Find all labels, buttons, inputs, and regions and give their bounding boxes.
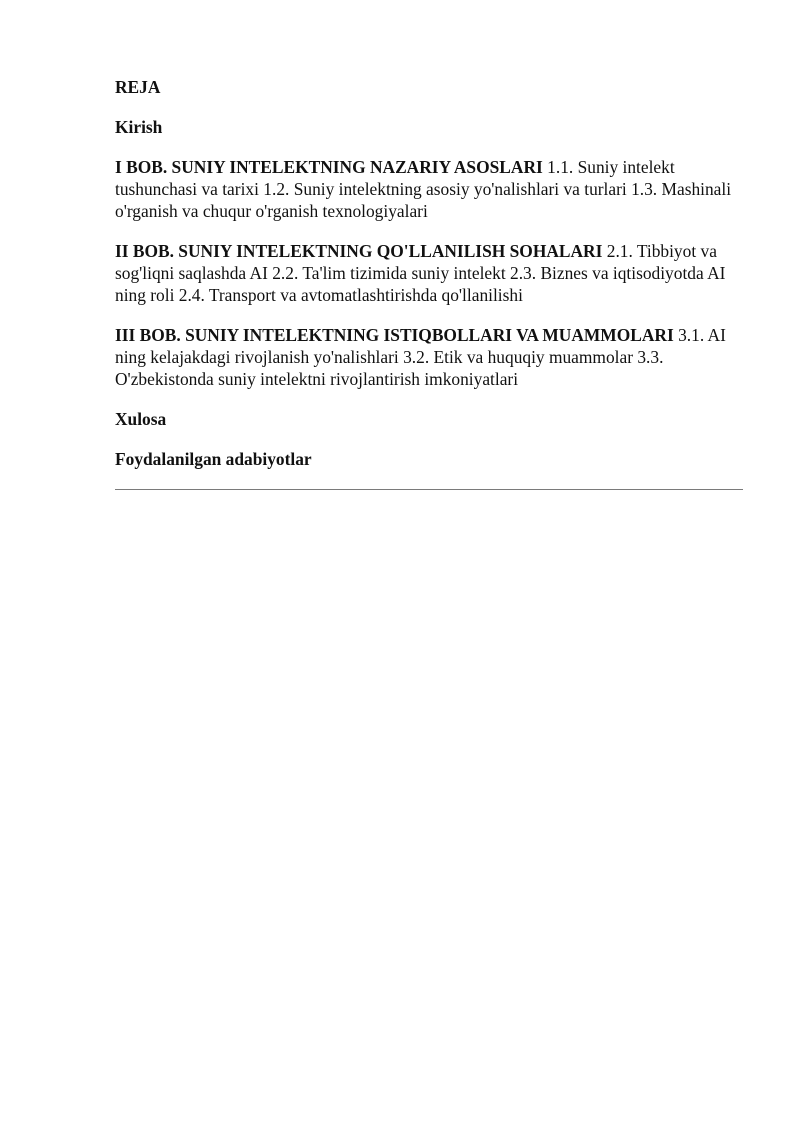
chapter-2-heading: II BOB. SUNIY INTELEKTNING QO'LLANILISH SOHALARI [115, 241, 603, 261]
chapter-1-heading: I BOB. SUNIY INTELEKTNING NAZARIY ASOSLARI [115, 157, 543, 177]
chapter-2 [115, 240, 743, 306]
intro-heading: Kirish [115, 117, 163, 137]
references-heading: Foydalanilgan adabiyotlar [115, 449, 312, 469]
horizontal-divider [115, 489, 743, 490]
document-body [115, 76, 743, 488]
chapter-3 [115, 324, 743, 390]
chapter-1-sections: 1.1. Suniy intelekt tushunchasi va tarixi 1.2. Suniy intelektning asosiy yo'nalishlari va turlari 1.3. Mashinali o'rganish va chuqur o'rganish texnologiyalari [115, 157, 732, 221]
chapter-3-sections: 3.1. AI ning kelajakdagi rivojlanish yo'nalishlari 3.2. Etik va huquqiy muammolar 3.3. O'zbekistonda suniy intelektni rivojlantirish imkoniyatlari [115, 325, 726, 389]
chapter-3-heading: III BOB. SUNIY INTELEKTNING ISTIQBOLLARI VA MUAMMOLARI [115, 325, 674, 345]
chapter-2-sections: 2.1. Tibbiyot va sog'liqni saqlashda AI 2.2. Ta'lim tizimida suniy intelekt 2.3. Biznes va iqtisodiyotda AI ning roli 2.4. Transport va avtomatlashtirishda qo'llanilishi [115, 241, 726, 305]
plan-title: REJA [115, 77, 161, 97]
chapter-1 [115, 156, 743, 222]
conclusion-heading: Xulosa [115, 409, 167, 429]
